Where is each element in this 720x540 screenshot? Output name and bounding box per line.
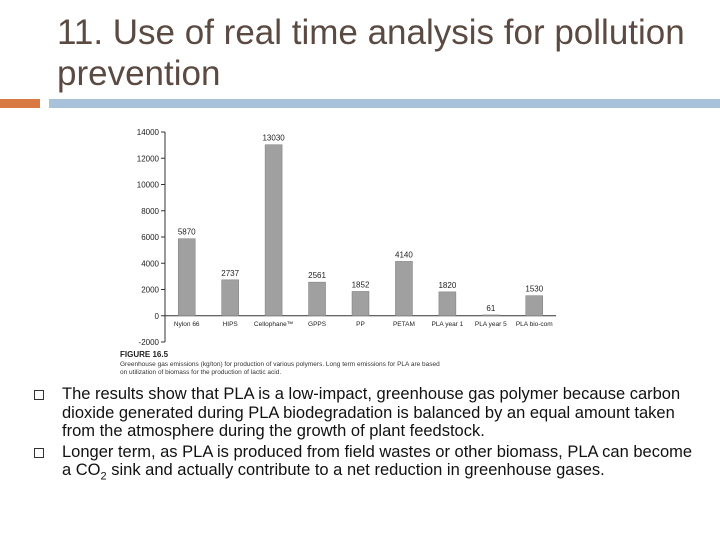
bullet-item-1 bbox=[34, 385, 704, 441]
bar-6 bbox=[395, 261, 412, 315]
bar-5 bbox=[352, 291, 369, 315]
y-tick-label: 2000 bbox=[141, 285, 159, 295]
figure-caption-text: Greenhouse gas emissions (kg/ton) for production of various polymers. Long term emissions for PLA are based on utilization of biomass for the production of lactic acid. bbox=[120, 361, 440, 376]
y-tick-label: -2000 bbox=[138, 338, 159, 347]
bar-value-label: 1852 bbox=[351, 280, 370, 290]
emissions-chart bbox=[118, 124, 560, 376]
y-tick-label: 12000 bbox=[136, 154, 159, 164]
bar-value-label: 1530 bbox=[525, 284, 544, 294]
accent-bar-right bbox=[49, 99, 720, 108]
y-tick-label: 6000 bbox=[141, 233, 159, 242]
x-tick-label: Nylon 66 bbox=[173, 320, 200, 328]
bullet-box-icon bbox=[34, 390, 44, 400]
x-tick-label: GPPS bbox=[308, 320, 327, 328]
accent-bar-left bbox=[0, 99, 40, 108]
bar-1 bbox=[178, 239, 195, 316]
x-tick-label: PLA year 5 bbox=[474, 320, 507, 328]
bar-value-label: 2561 bbox=[308, 271, 326, 281]
bar-value-label: 61 bbox=[486, 303, 496, 313]
y-tick-label: 10000 bbox=[136, 180, 159, 190]
bar-2 bbox=[222, 280, 239, 316]
bullet-text-2-subscript: 2 bbox=[100, 470, 107, 483]
x-tick-label: PETAM bbox=[392, 320, 415, 328]
x-tick-label: PP bbox=[356, 320, 365, 328]
chart-svg bbox=[118, 124, 560, 376]
x-tick-label: PLA year 1 bbox=[431, 320, 464, 328]
bullet-text-2-after: sink and actually contribute to a net reduction in greenhouse gases. bbox=[106, 461, 605, 479]
bar-4 bbox=[309, 282, 326, 316]
bullet-list bbox=[34, 385, 704, 482]
figure-caption-label: FIGURE 16.5 bbox=[120, 350, 169, 359]
bullet-item-2 bbox=[34, 442, 704, 483]
x-tick-label: HIPS bbox=[222, 320, 238, 328]
bullet-text-1: The results show that PLA is a low-impact, greenhouse gas polymer because carbon dioxide generated during PLA biodegradation is balanced by an equal amount taken from the atmosphere during the growth of plant feedstock. bbox=[62, 385, 681, 440]
bar-value-label: 4140 bbox=[395, 250, 413, 260]
bar-3 bbox=[265, 145, 282, 316]
y-tick-label: 4000 bbox=[141, 259, 159, 269]
bar-8 bbox=[482, 315, 499, 316]
bar-7 bbox=[439, 292, 456, 316]
x-tick-label: Cellophane™ bbox=[253, 320, 294, 328]
bar-value-label: 5870 bbox=[177, 227, 196, 237]
bar-value-label: 2737 bbox=[221, 268, 240, 278]
bullet-text-2-before: Longer term, as PLA is produced from field wastes or other biomass, PLA can become a CO bbox=[62, 442, 693, 479]
bar-9 bbox=[526, 296, 543, 316]
x-tick-label: PLA bio-com bbox=[515, 320, 553, 328]
slide-title: 11. Use of real time analysis for pollution prevention bbox=[57, 13, 685, 93]
bar-value-label: 1820 bbox=[438, 280, 457, 290]
y-tick-label: 0 bbox=[154, 311, 159, 321]
y-tick-label: 14000 bbox=[136, 128, 159, 137]
bar-value-label: 13030 bbox=[262, 133, 285, 143]
y-tick-label: 8000 bbox=[141, 206, 159, 216]
bullet-box-icon bbox=[34, 448, 44, 458]
